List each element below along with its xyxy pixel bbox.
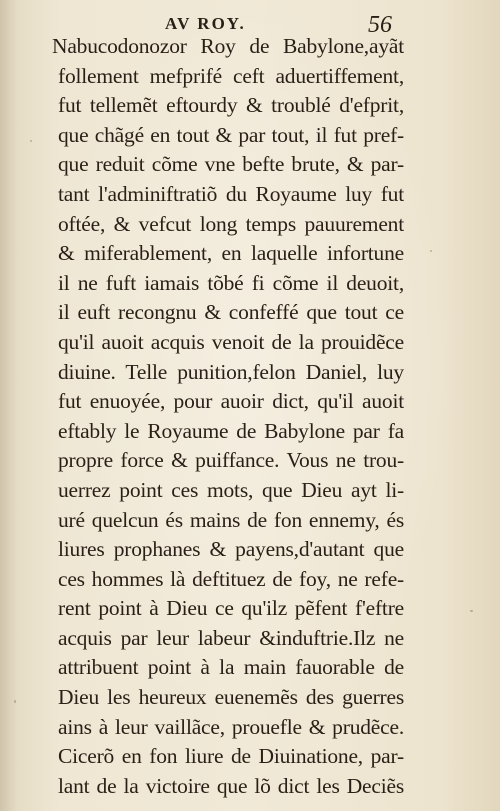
text-line: uré quelcun és mains de fon ennemy, és — [58, 507, 404, 532]
paper-speck — [430, 250, 432, 252]
paper-speck — [30, 140, 32, 142]
text-line: rent point à Dieu ce qu'ilz pẽfent f'eftre — [58, 596, 404, 621]
text-line: fut tellemẽt eftourdy & troublé d'efprit, — [58, 93, 404, 118]
paper-speck — [14, 700, 16, 703]
text-line: propre force & puiffance. Vous ne trou- — [58, 448, 404, 473]
text-line: lant de la victoire que lõ dict les Deciẽs — [58, 773, 404, 798]
text-line: Cicerõ en fon liure de Diuinatione, par- — [58, 744, 404, 769]
text-line: diuine. Telle punition,felon Daniel, luy — [58, 359, 404, 384]
text-line: Nabucodonozor Roy de Babylone,ayãt — [52, 34, 404, 58]
text-line: follement mefprifé ceft aduertiffement, — [58, 63, 404, 88]
text-line: ces hommes là deftituez de foy, ne refe- — [58, 566, 404, 591]
text-line: que chãgé en tout & par tout, il fut pref- — [58, 122, 404, 147]
text-line: il ne fuft iamais tõbé fi cõme il deuoit, — [58, 270, 404, 295]
text-line: uerrez point ces mots, que Dieu ayt li- — [58, 477, 404, 502]
text-line: acquis par leur labeur &induftrie.Ilz ne — [58, 625, 404, 650]
page-number: 56 — [368, 12, 392, 38]
text-line: ains à leur vaillãce, prouefle & prudẽce. — [58, 714, 404, 739]
text-line: qu'il auoit acquis venoit de la prouidẽce — [58, 329, 404, 354]
text-line: il euft recongnu & confeffé que tout ce — [58, 300, 404, 325]
text-line: que reduit cõme vne befte brute, & par- — [58, 152, 404, 177]
text-line: oftée, & vefcut long temps pauurement — [58, 211, 404, 236]
paper-speck — [470, 610, 473, 612]
text-line: Dieu les heureux euenemẽs des guerres — [58, 685, 404, 710]
text-line: liures prophanes & payens,d'autant que — [58, 537, 404, 562]
text-line: attribuent point à la main fauorable de — [58, 655, 404, 680]
text-line: fut enuoyée, pour auoir dict, qu'il auoit — [58, 389, 404, 414]
text-line: tant l'adminiftratiõ du Royaume luy fut — [58, 181, 404, 206]
body-text — [52, 32, 404, 801]
text-line: & miferablement, en laquelle infortune — [58, 241, 404, 266]
gutter-shadow — [0, 0, 18, 811]
text-line: eftably le Royaume de Babylone par fa — [58, 418, 404, 443]
running-head-title: AV ROY. — [165, 14, 246, 33]
